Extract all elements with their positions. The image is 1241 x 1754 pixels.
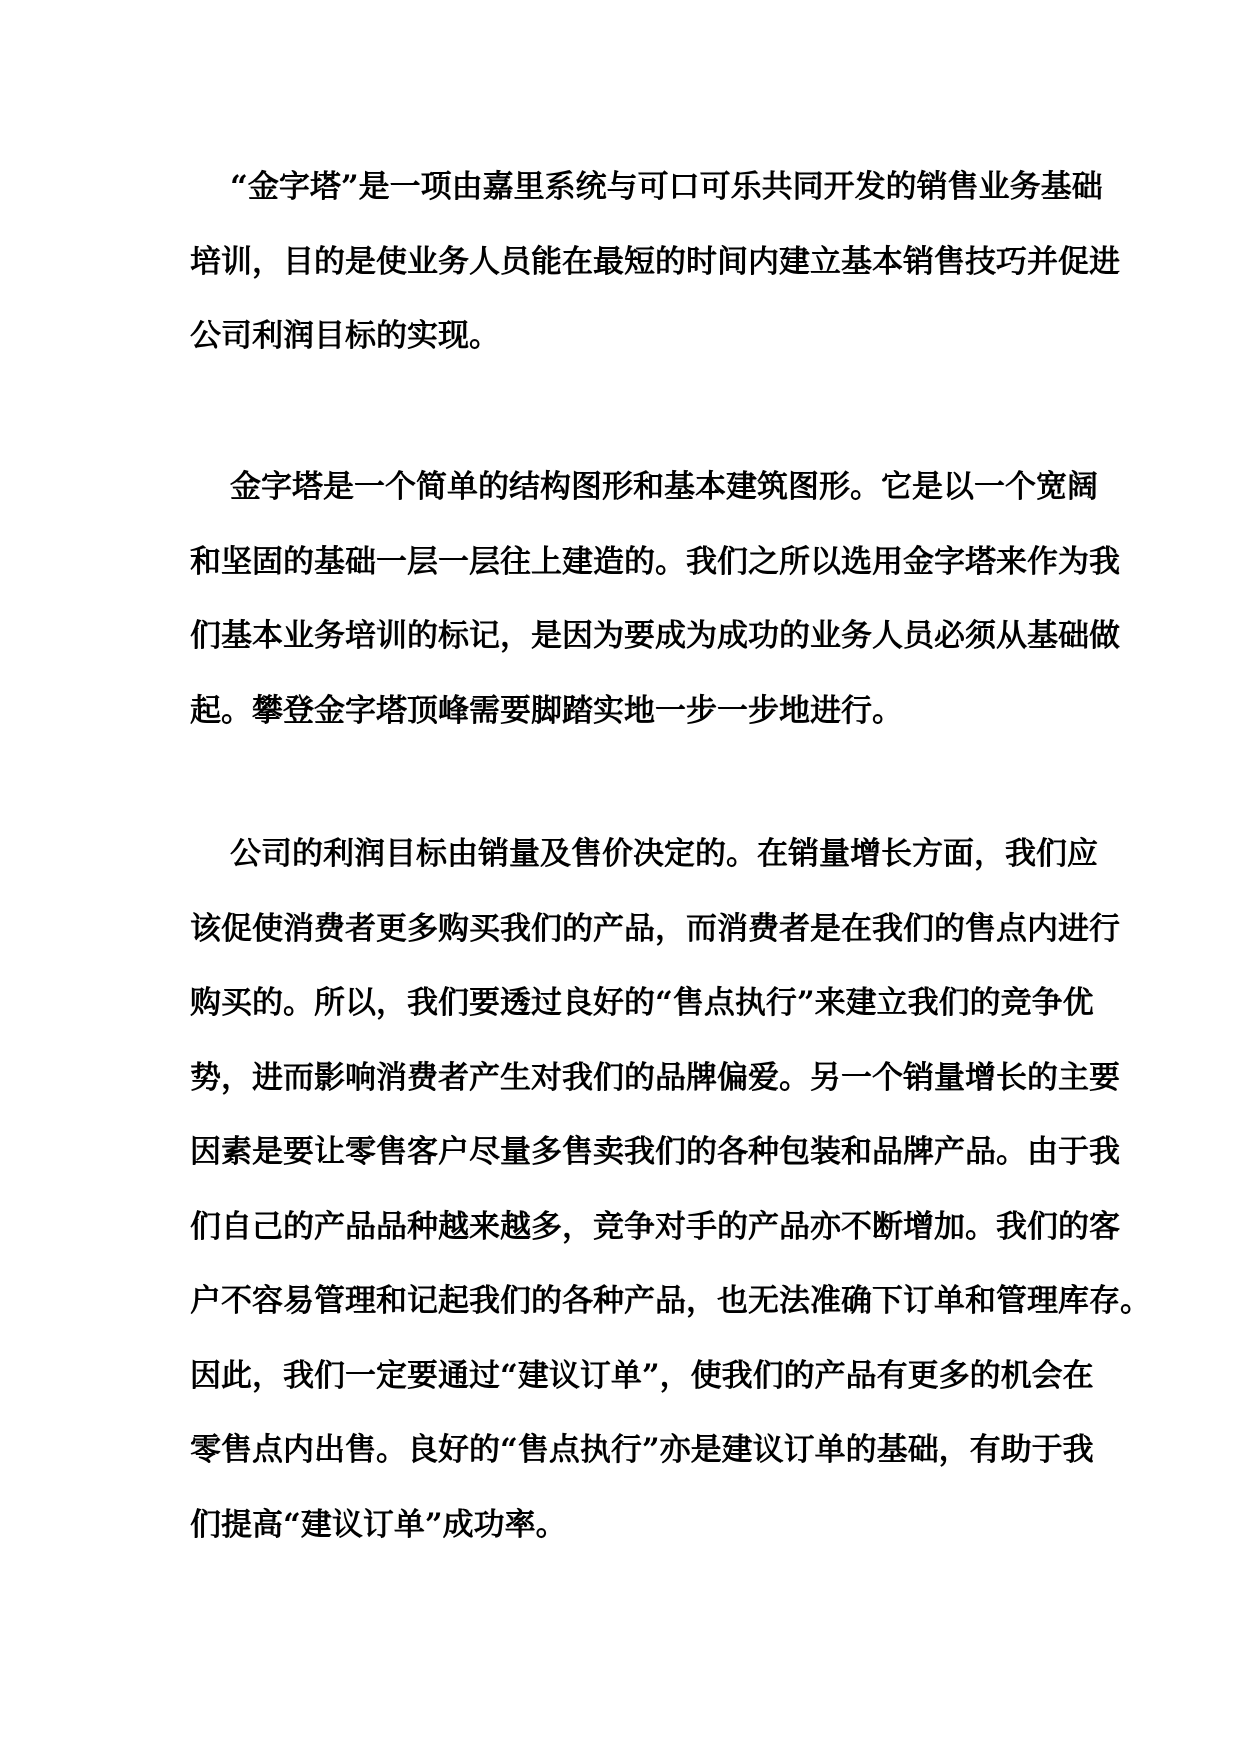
text-line: 该促使消费者更多购买我们的产品，而消费者是在我们的售点内进行 xyxy=(190,910,1120,947)
paragraph-pyramid xyxy=(190,450,1120,748)
text-line: 和坚固的基础一层一层往上建造的。我们之所以选用金字塔来作为我 xyxy=(190,543,1120,580)
text-line: 们基本业务培训的标记，是因为要成为成功的业务人员必须从基础做 xyxy=(190,618,1120,654)
text-line: 公司利润目标的实现。 xyxy=(190,318,500,354)
text-line: 们提高“建议订单”成功率。 xyxy=(190,1506,567,1543)
text-line: “金字塔”是一项由嘉里系统与可口可乐共同开发的销售业务基础 xyxy=(230,169,1103,205)
paragraph-profit xyxy=(190,817,1151,1562)
text-line: 购买的。所以，我们要透过良好的“售点执行”来建立我们的竞争优 xyxy=(190,985,1094,1021)
text-line: 公司的利润目标由销量及售价决定的。在销量增长方面，我们应 xyxy=(230,836,1098,872)
text-line: 户不容易管理和记起我们的各种产品，也无法准确下订单和管理库存。 xyxy=(190,1283,1151,1319)
text-line: 们自己的产品品种越来越多，竞争对手的产品亦不断增加。我们的客 xyxy=(190,1208,1120,1245)
text-line: 因此，我们一定要通过“建议订单”，使我们的产品有更多的机会在 xyxy=(190,1357,1094,1394)
paragraph-intro xyxy=(190,150,1120,374)
text-line: 零售点内出售。良好的“售点执行”亦是建议订单的基础，有助于我 xyxy=(190,1432,1094,1468)
text-line: 因素是要让零售客户尽量多售卖我们的各种包装和品牌产品。由于我 xyxy=(190,1134,1120,1170)
text-line: 势，进而影响消费者产生对我们的品牌偏爱。另一个销量增长的主要 xyxy=(190,1059,1120,1096)
text-line: 起。攀登金字塔顶峰需要脚踏实地一步一步地进行。 xyxy=(190,692,903,729)
text-line: 培训，目的是使业务人员能在最短的时间内建立基本销售技巧并促进 xyxy=(190,243,1120,280)
text-line: 金字塔是一个简单的结构图形和基本建筑图形。它是以一个宽阔 xyxy=(230,469,1098,505)
